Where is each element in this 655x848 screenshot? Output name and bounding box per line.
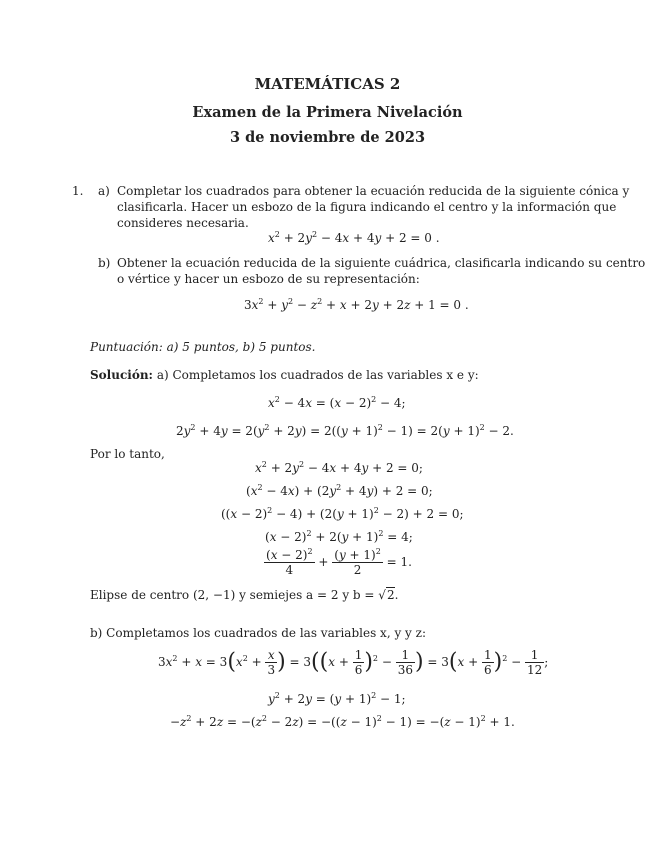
solution-label: Solución: bbox=[90, 368, 153, 382]
ellipse-conclusion-text: Elipse de centro (2, −1) y semiejes a = 2 y b = bbox=[90, 588, 375, 602]
square-y: $2y^2 + 4y = 2(y^2 + 2y) = 2((y + 1)^2 - 1) = 2(y + 1)^2 - 2$. bbox=[176, 423, 514, 438]
reduced-ellipse-equation: $\frac{(x - 2)^2}{4}$ + $\frac{(y + 1)^2}{2}$ = 1. bbox=[266, 547, 412, 577]
part-a-line-2: clasificarla. Hacer un esbozo de la figura indicando el centro y la información que bbox=[117, 200, 617, 214]
part-a-label: a) bbox=[98, 184, 110, 198]
ellipse-conclusion: Elipse de centro (2, −1) y semiejes a = 2 y b = √2. bbox=[90, 588, 399, 602]
ellipse-sqrt-value: 2 bbox=[386, 588, 395, 602]
square-z-quadric: $-z^2 + 2z = -(z^2 - 2z) = -((z - 1)^2 - 1) = -(z - 1)^2 + 1$. bbox=[170, 714, 515, 729]
square-x-quadric: $3x^2 + x = 3(x^2$ + $\frac{x}{3}$ ) = 3((x + $\frac{1}{6}$ )$^2$ − $\frac{1}{36}$ ) = 3(x + $\frac{1}{6}$ )$^2$ − $\frac{1}{12}$ ; bbox=[158, 648, 549, 677]
solution-intro-a-text: a) Completamos los cuadrados de las variables x e y: bbox=[156, 368, 479, 382]
conic-equation: $x^2 + 2y^2 - 4x + 4y + 2 = 0$ . bbox=[268, 230, 440, 245]
square-x: $x^2 - 4x = (x - 2)^2 - 4$; bbox=[268, 395, 406, 410]
exam-subtitle: Examen de la Primera Nivelación bbox=[192, 104, 463, 121]
scoring-note: Puntuación: a) 5 puntos, b) 5 puntos. bbox=[90, 340, 316, 354]
part-b-label: b) bbox=[98, 256, 111, 270]
exam-title: MATEMÁTICAS 2 bbox=[254, 75, 401, 93]
therefore-text: Por lo tanto, bbox=[90, 447, 165, 461]
derivation-step-2: $(x^2 - 4x) + (2y^2 + 4y) + 2 = 0$; bbox=[246, 483, 433, 498]
part-a-line-1: Completar los cuadrados para obtener la ecuación reducida de la siguiente cónica y bbox=[117, 184, 630, 198]
problem-number: 1. bbox=[72, 184, 84, 198]
square-y-quadric: $y^2 + 2y = (y + 1)^2 - 1$; bbox=[268, 691, 406, 706]
part-b-line-2: o vértice y hacer un esbozo de su representación: bbox=[117, 272, 420, 286]
derivation-step-4: $(x - 2)^2 + 2(y + 1)^2 = 4$; bbox=[265, 529, 413, 544]
solution-intro-a bbox=[90, 367, 479, 383]
part-a-line-3: consideres necesaria. bbox=[117, 216, 249, 230]
part-b-line-1: Obtener la ecuación reducida de la siguiente cuádrica, clasificarla indicando su centro bbox=[117, 256, 646, 270]
solution-intro-b: b) Completamos los cuadrados de las variables x, y y z: bbox=[90, 626, 426, 640]
derivation-step-1: $x^2 + 2y^2 - 4x + 4y + 2 = 0$; bbox=[255, 460, 423, 475]
exam-date: 3 de noviembre de 2023 bbox=[229, 129, 426, 146]
derivation-step-3: $((x - 2)^2 - 4) + (2(y + 1)^2 - 2) + 2 = 0$; bbox=[221, 506, 464, 521]
quadric-equation: $3x^2 + y^2 - z^2 + x + 2y + 2z + 1 = 0$ . bbox=[244, 297, 469, 312]
